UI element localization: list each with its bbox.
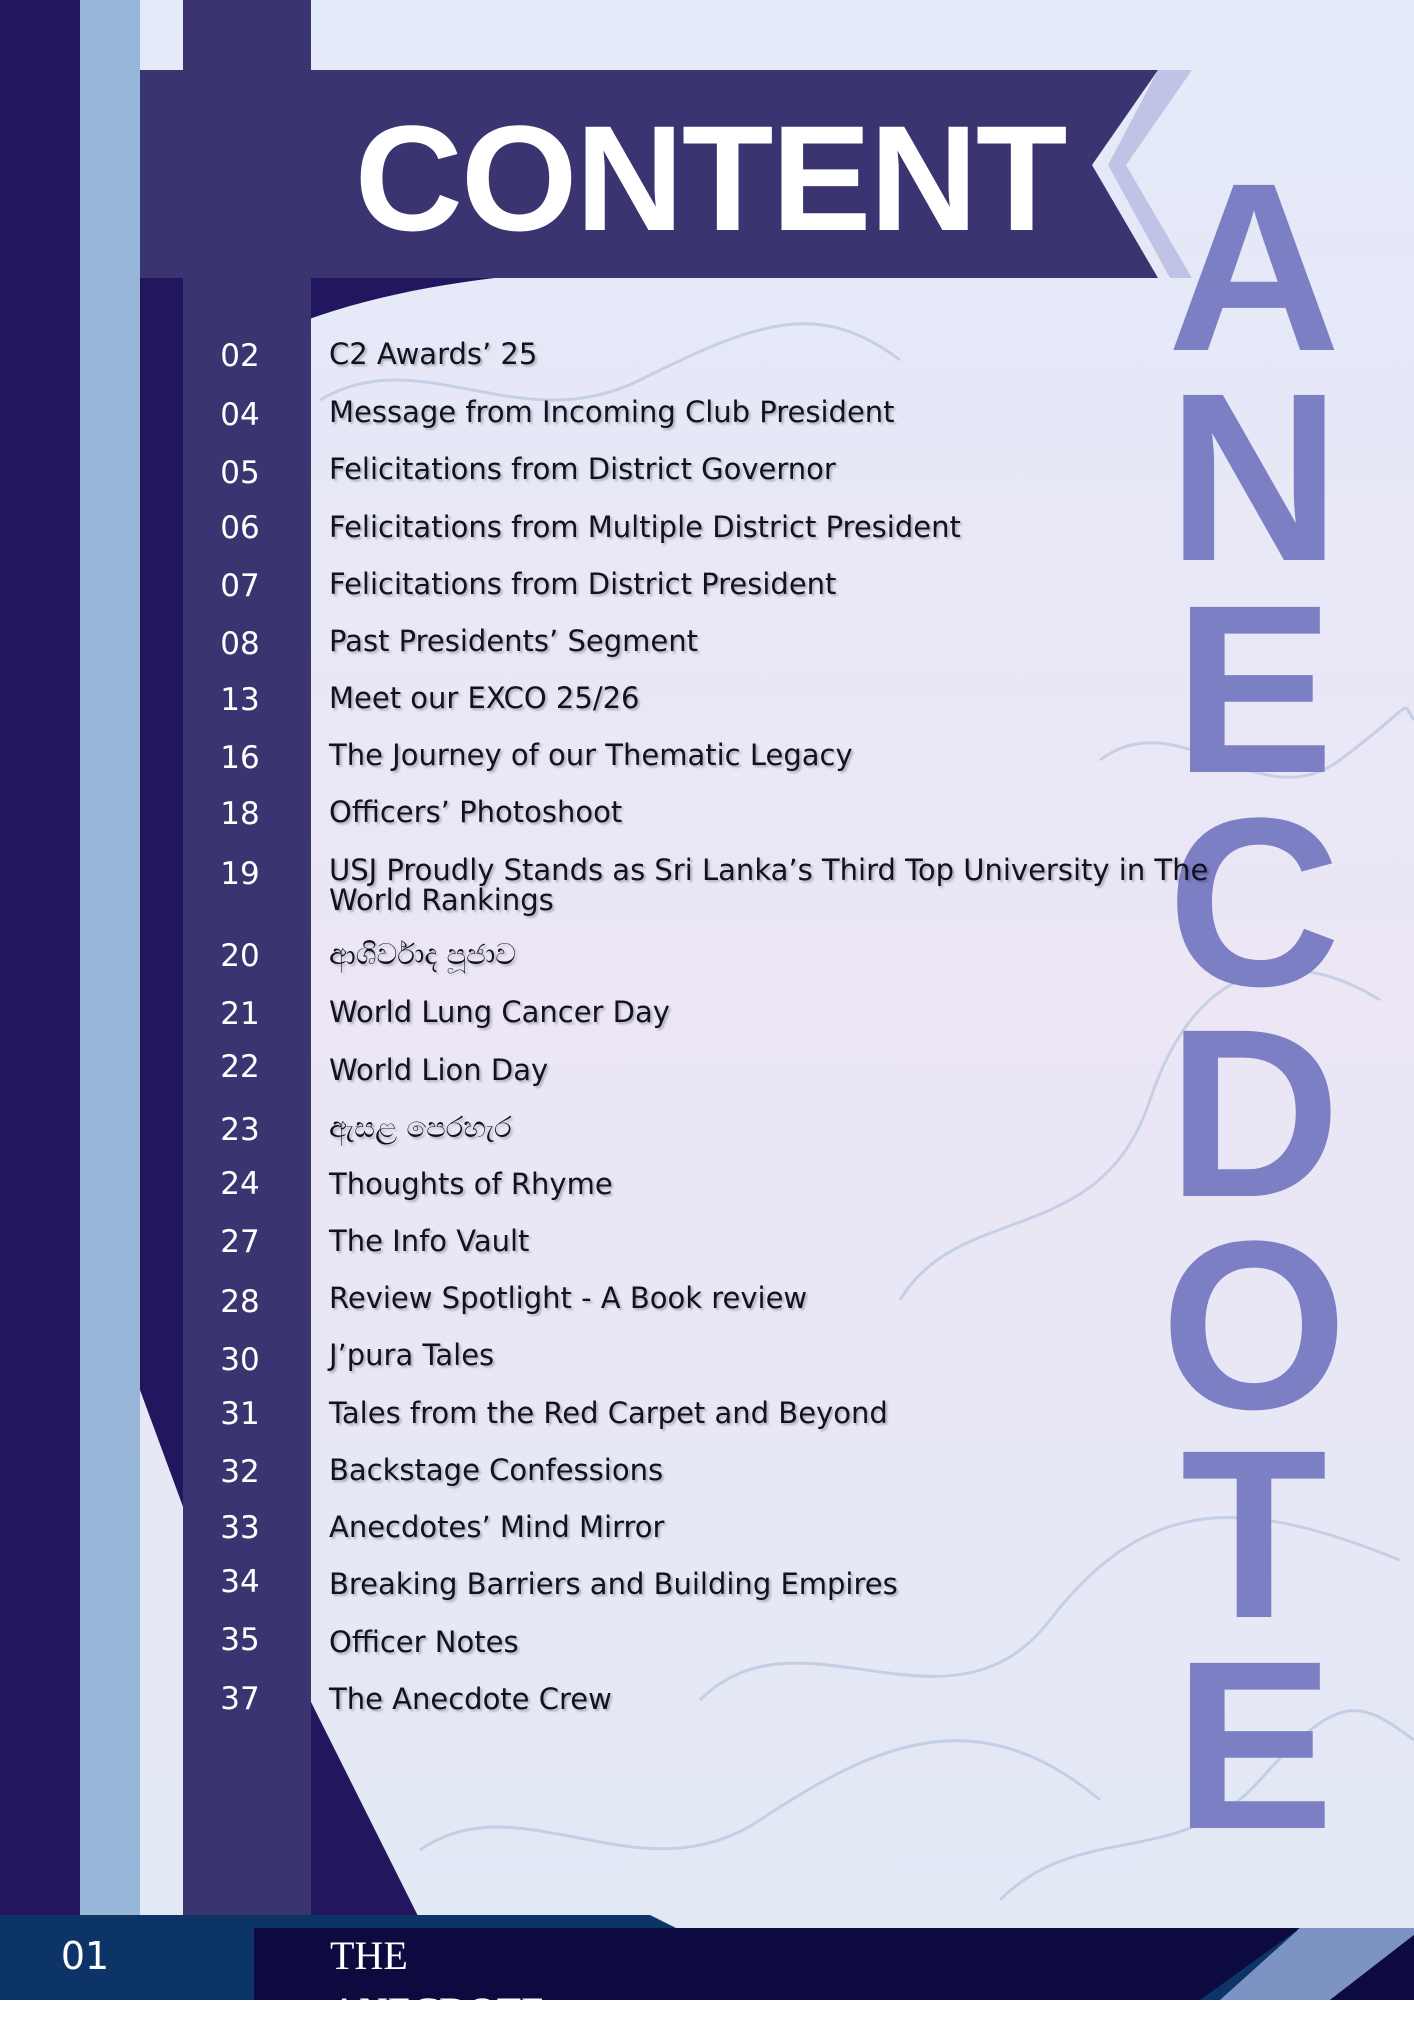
toc-entry-title: Message from Incoming Club President — [329, 395, 895, 429]
toc-page-number: 06 — [220, 510, 260, 546]
side-word-letter: D — [1167, 979, 1341, 1247]
toc-entry-title: Meet our EXCO 25/26 — [329, 681, 640, 715]
toc-page-number: 08 — [220, 626, 260, 662]
toc-page-number: 05 — [220, 455, 260, 491]
side-word-letter: O — [1160, 1191, 1348, 1459]
toc-entry-title: Officers’ Photoshoot — [329, 795, 623, 829]
toc-entry-title: The Journey of our Thematic Legacy — [329, 738, 853, 772]
toc-entry-title: Tales from the Red Carpet and Beyond — [329, 1396, 888, 1430]
toc-page-number: 24 — [220, 1166, 260, 1202]
toc-entry-title: World Lion Day — [329, 1053, 549, 1087]
toc-entry-title: ආශිර්වාද පූජාව — [329, 937, 517, 971]
toc-entry-title: Past Presidents’ Segment — [329, 624, 698, 658]
side-word-letter: A — [1167, 133, 1341, 401]
footer-page-number: 01 — [60, 1934, 110, 1978]
toc-entry-title: Felicitations from District Governor — [329, 452, 836, 486]
toc-entry-title: The Anecdote Crew — [329, 1682, 612, 1716]
toc-page-number: 23 — [220, 1112, 260, 1148]
footer-publication-title: THE ANECDOTE — [330, 1933, 546, 2034]
toc-page-number: 18 — [220, 796, 260, 832]
toc-entry-title: The Info Vault — [329, 1224, 530, 1258]
toc-entry-title: J’pura Tales — [329, 1338, 495, 1372]
toc-page-number: 07 — [220, 568, 260, 604]
toc-page-number: 22 — [220, 1049, 260, 1085]
toc-page-number: 32 — [220, 1454, 260, 1490]
side-word-letter: E — [1173, 555, 1335, 823]
toc-entry-title: Officer Notes — [329, 1625, 519, 1659]
toc-page-number: 33 — [220, 1510, 260, 1546]
side-word-letter: E — [1173, 1611, 1335, 1879]
toc-entry-title: Felicitations from Multiple District President — [329, 510, 961, 544]
toc-page-number: 21 — [220, 996, 260, 1032]
toc-page-number: 27 — [220, 1224, 260, 1260]
toc-page-number: 19 — [220, 856, 260, 892]
toc-page-number: 35 — [220, 1622, 260, 1658]
toc-entry-title: Review Spotlight - A Book review — [329, 1281, 808, 1315]
toc-page-number: 16 — [220, 740, 260, 776]
toc-page-number: 20 — [220, 938, 260, 974]
toc-page-number: 37 — [220, 1681, 260, 1717]
side-word-letter: N — [1167, 343, 1341, 611]
toc-entry-title: Thoughts of Rhyme — [329, 1167, 613, 1201]
toc-entry-title: World Lung Cancer Day — [329, 995, 670, 1029]
toc-entry-title: C2 Awards’ 25 — [329, 337, 538, 371]
page-title: CONTENT — [354, 94, 1066, 262]
toc-page-number: 04 — [220, 397, 260, 433]
toc-entry-title: Anecdotes’ Mind Mirror — [329, 1510, 665, 1544]
toc-page-number: 02 — [220, 338, 260, 374]
toc-page-number: 28 — [220, 1284, 260, 1320]
side-word-letter: C — [1167, 768, 1341, 1036]
toc-page-number: 34 — [220, 1564, 260, 1600]
side-word-letter: T — [1180, 1400, 1328, 1668]
toc-page-number: 31 — [220, 1396, 260, 1432]
toc-entry-title: Felicitations from District President — [329, 567, 837, 601]
toc-page-number: 30 — [220, 1342, 260, 1378]
toc-entry-title: Breaking Barriers and Building Empires — [329, 1567, 898, 1601]
toc-entry-title: USJ Proudly Stands as Sri Lanka’s Third Top University in The World Rankings — [329, 853, 1209, 917]
toc-page-number: 13 — [220, 682, 260, 718]
toc-entry-title: Backstage Confessions — [329, 1453, 664, 1487]
toc-entry-title: ඇසළ පෙරහැර — [329, 1110, 512, 1144]
